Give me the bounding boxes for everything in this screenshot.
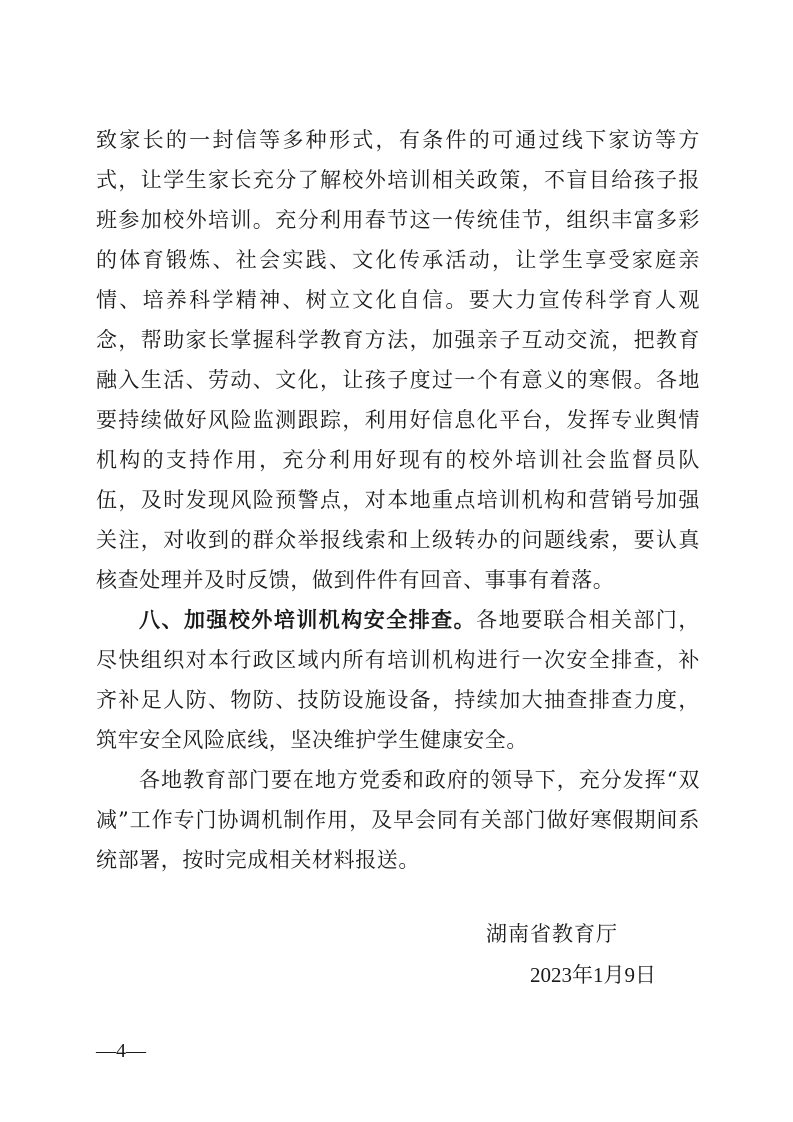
section-8-paragraph	[96, 600, 700, 760]
page-number: —4—	[96, 1040, 146, 1062]
document-body	[96, 120, 700, 880]
closing-paragraph: 各地教育部门要在地方党委和政府的领导下，充分发挥“双减”工作专门协调机制作用，及早会同有关部门做好寒假期间系统部署，按时完成相关材料报送。	[96, 768, 700, 872]
continuation-paragraph: 致家长的一封信等多种形式，有条件的可通过线下家访等方式，让学生家长充分了解校外培训相关政策，不盲目给孩子报班参加校外培训。充分利用春节这一传统佳节，组织丰富多彩的体育锻炼、社会实践、文化传承活动，让学生享受家庭亲情、培养科学精神、树立文化自信。要大力宣传科学育人观念，帮助家长掌握科学教育方法，加强亲子互动交流，把教育融入生活、劳动、文化，让孩子度过一个有意义的寒假。各地要持续做好风险监测跟踪，利用好信息化平台，发挥专业舆情机构的支持作用，充分利用好现有的校外培训社会监督员队伍，及时发现风险预警点，对本地重点培训机构和营销号加强关注，对收到的群众举报线索和上级转办的问题线索，要认真核查处理并及时反馈，做到件件有回音、事事有着落。	[96, 128, 700, 592]
issue-date: 2023年1月9日	[530, 963, 656, 987]
section-8-heading: 八、加强校外培训机构安全排查。	[139, 608, 477, 632]
issuing-authority-signature: 湖南省教育厅	[486, 922, 618, 946]
section-8-body: 各地要联合相关部门，尽快组织对本行政区域内所有培训机构进行一次安全排查，补齐补足人防、物防、技防设施设备，持续加大抽查排查力度，筑牢安全风险底线，坚决维护学生健康安全。	[96, 608, 700, 752]
